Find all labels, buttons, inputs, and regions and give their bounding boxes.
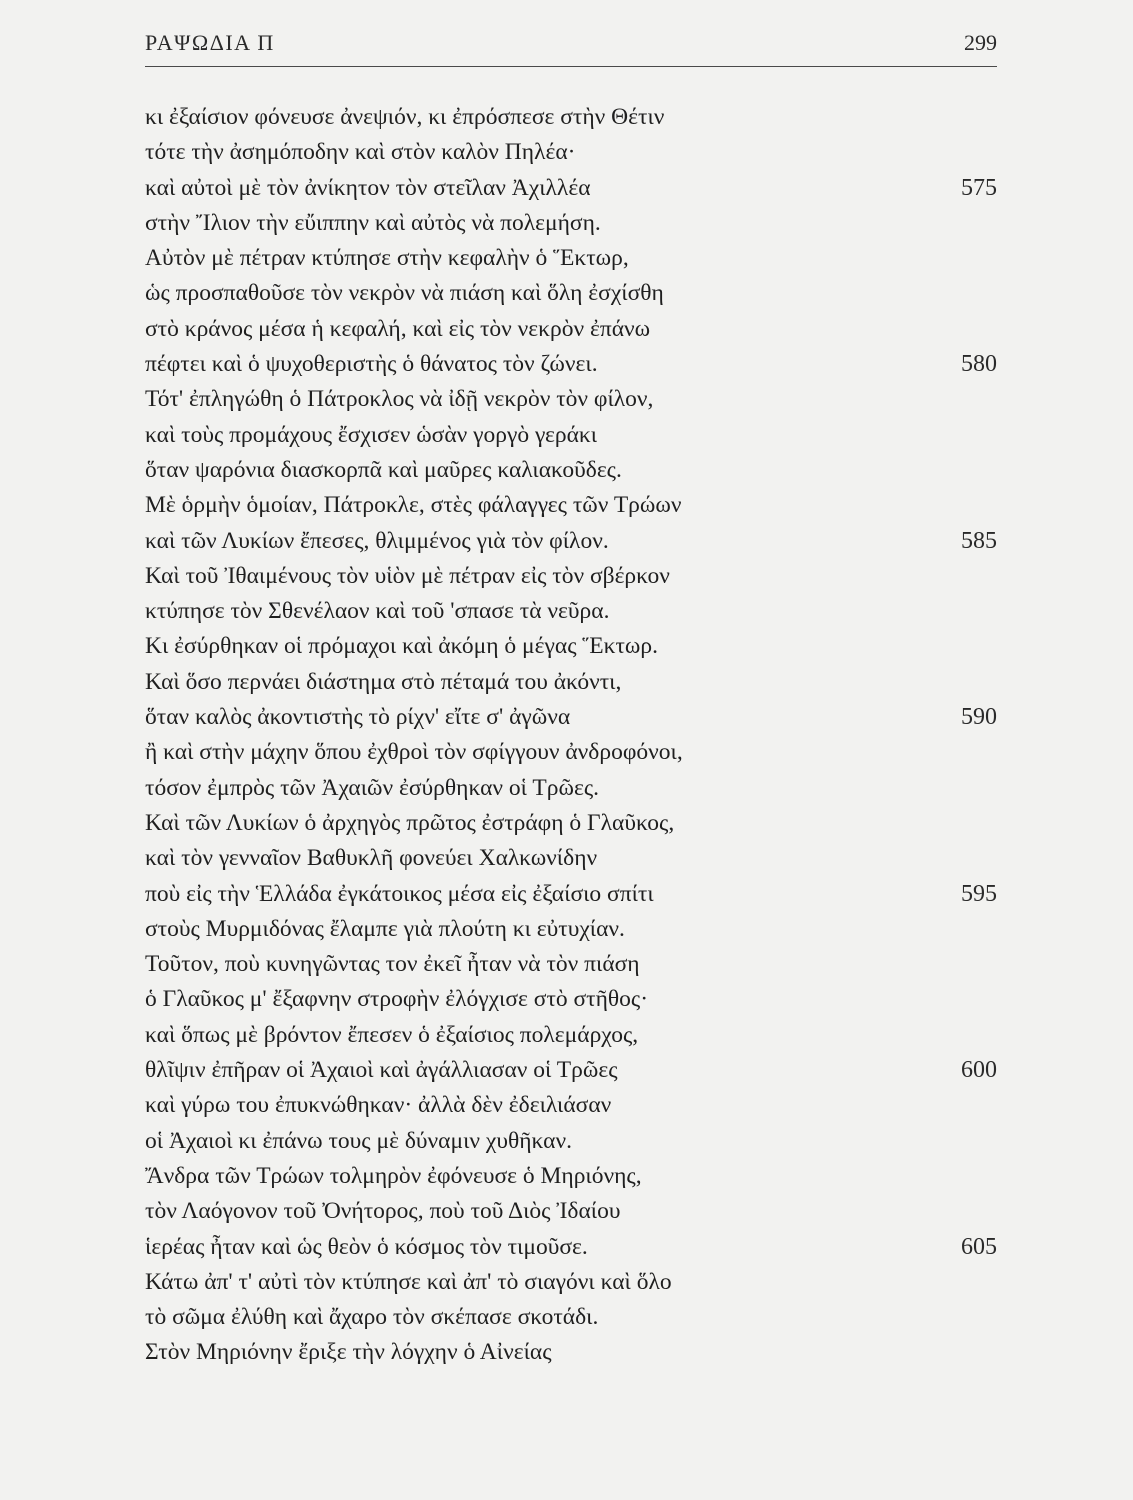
verse-text: καὶ τοὺς προμάχους ἔσχισεν ὡσὰν γοργὸ γεράκι: [145, 421, 598, 448]
running-head: [145, 30, 997, 62]
verse-line: [0, 1300, 1133, 1335]
verse-text: Τότ' ἐπληγώθη ὁ Πάτροκλος νὰ ἰδῇ νεκρὸν τὸν φίλον,: [145, 386, 654, 413]
line-number: 575: [961, 174, 997, 201]
verse-line: [0, 947, 1133, 982]
verse-line: [0, 1088, 1133, 1123]
verse-text: Στὸν Μηριόνην ἔριξε τὴν λόγχην ὁ Αἰνείας: [145, 1339, 552, 1366]
line-number: 590: [961, 704, 997, 731]
verse-line: [0, 135, 1133, 170]
verse-block: [0, 100, 1133, 1371]
verse-text: τότε τὴν ἀσημόποδην καὶ στὸν καλὸν Πηλέα·: [145, 139, 576, 166]
verse-line: [0, 771, 1133, 806]
verse-text: ὅταν καλὸς ἀκοντιστὴς τὸ ρίχν' εἴτε σ' ἀγῶνα: [145, 704, 571, 731]
verse-line: [0, 276, 1133, 311]
verse-line: [0, 100, 1133, 135]
verse-text: τὸ σῶμα ἐλύθη καὶ ἄχαρο τὸν σκέπασε σκοτάδι.: [145, 1304, 599, 1331]
verse-line: [0, 877, 1133, 912]
verse-line: [0, 1124, 1133, 1159]
verse-text: καὶ αὐτοὶ μὲ τὸν ἀνίκητον τὸν στεῖλαν Ἀχιλλέα: [145, 174, 591, 201]
verse-line: [0, 241, 1133, 276]
line-number: 585: [961, 527, 997, 554]
verse-text: Κι ἐσύρθηκαν οἱ πρόμαχοι καὶ ἀκόμη ὁ μέγας Ἕκτωρ.: [145, 633, 658, 660]
verse-text: Ἄνδρα τῶν Τρώων τολμηρὸν ἐφόνευσε ὁ Μηριόνης,: [145, 1162, 642, 1189]
verse-text: ὅταν ψαρόνια διασκορπᾶ καὶ μαῦρες καλιακοῦδες.: [145, 456, 622, 483]
verse-line: [0, 171, 1133, 206]
verse-line: [0, 1335, 1133, 1370]
verse-line: [0, 594, 1133, 629]
verse-text: οἱ Ἀχαιοὶ κι ἐπάνω τους μὲ δύναμιν χυθῆκαν.: [145, 1127, 572, 1154]
verse-line: [0, 488, 1133, 523]
verse-text: καὶ τὸν γενναῖον Βαθυκλῆ φονεύει Χαλκωνίδην: [145, 845, 598, 872]
verse-text: καὶ ὅπως μὲ βρόντον ἔπεσεν ὁ ἐξαίσιος πολεμάρχος,: [145, 1021, 639, 1048]
verse-text: κτύπησε τὸν Σθενέλαον καὶ τοῦ 'σπασε τὰ νεῦρα.: [145, 598, 610, 625]
verse-line: [0, 524, 1133, 559]
verse-text: Τοῦτον, ποὺ κυνηγῶντας τον ἐκεῖ ἦταν νὰ τὸν πιάση: [145, 951, 640, 978]
verse-line: [0, 1194, 1133, 1229]
verse-text: Αὐτὸν μὲ πέτραν κτύπησε στὴν κεφαλὴν ὁ Ἕκτωρ,: [145, 245, 629, 272]
verse-line: [0, 735, 1133, 770]
verse-text: θλῖψιν ἐπῆραν οἱ Ἀχαιοὶ καὶ ἀγάλλιασαν οἱ Τρῶες: [145, 1057, 618, 1084]
verse-text: ἢ καὶ στὴν μάχην ὅπου ἐχθροὶ τὸν σφίγγουν ἀνδροφόνοι,: [145, 739, 683, 766]
verse-line: [0, 629, 1133, 664]
verse-line: [0, 347, 1133, 382]
verse-text: στοὺς Μυρμιδόνας ἔλαμπε γιὰ πλούτη κι εὐτυχίαν.: [145, 915, 625, 942]
line-number: 580: [961, 351, 997, 378]
line-number: 595: [961, 880, 997, 907]
line-number: 605: [961, 1233, 997, 1260]
verse-text: στὸ κράνος μέσα ἡ κεφαλή, καὶ εἰς τὸν νεκρὸν ἐπάνω: [145, 315, 651, 342]
verse-text: ἱερέας ἦταν καὶ ὡς θεὸν ὁ κόσμος τὸν τιμοῦσε.: [145, 1233, 588, 1260]
verse-text: καὶ γύρω του ἐπυκνώθηκαν· ἀλλὰ δὲν ἐδειλιάσαν: [145, 1092, 612, 1119]
verse-text: ποὺ εἰς τὴν Ἑλλάδα ἐγκάτοικος μέσα εἰς ἐξαίσιο σπίτι: [145, 880, 654, 907]
verse-line: [0, 700, 1133, 735]
verse-line: [0, 559, 1133, 594]
verse-line: [0, 1265, 1133, 1300]
header-rule: [145, 66, 997, 67]
verse-text: τόσον ἐμπρὸς τῶν Ἀχαιῶν ἐσύρθηκαν οἱ Τρῶες.: [145, 774, 600, 801]
verse-text: στὴν Ἴλιον τὴν εὔιππην καὶ αὐτὸς νὰ πολεμήση.: [145, 209, 601, 236]
verse-line: [0, 982, 1133, 1017]
verse-text: Μὲ ὁρμὴν ὁμοίαν, Πάτροκλε, στὲς φάλαγγες τῶν Τρώων: [145, 492, 682, 519]
chapter-title: ΡΑΨΩΔΙΑ Π: [145, 30, 275, 55]
verse-line: [0, 206, 1133, 241]
verse-text: κι ἐξαίσιον φόνευσε ἀνεψιόν, κι ἐπρόσπεσε στὴν Θέτιν: [145, 104, 665, 130]
verse-line: [0, 418, 1133, 453]
verse-text: τὸν Λαόγονον τοῦ Ὀνήτορος, ποὺ τοῦ Διὸς Ἰδαίου: [145, 1198, 621, 1225]
verse-line: [0, 312, 1133, 347]
verse-text: Καὶ τῶν Λυκίων ὁ ἀρχηγὸς πρῶτος ἐστράφη ὁ Γλαῦκος,: [145, 809, 675, 836]
verse-text: πέφτει καὶ ὁ ψυχοθεριστὴς ὁ θάνατος τὸν ζώνει.: [145, 351, 598, 378]
page-number: 299: [964, 30, 997, 55]
verse-line: [0, 1230, 1133, 1265]
verse-line: [0, 382, 1133, 417]
verse-line: [0, 1053, 1133, 1088]
verse-text: Καὶ ὅσο περνάει διάστημα στὸ πέταμά του ἀκόντι,: [145, 668, 622, 695]
verse-line: [0, 806, 1133, 841]
verse-text: καὶ τῶν Λυκίων ἔπεσες, θλιμμένος γιὰ τὸν φίλον.: [145, 527, 609, 554]
verse-text: Καὶ τοῦ Ἰθαιμένους τὸν υἱὸν μὲ πέτραν εἰς τὸν σβέρκον: [145, 562, 670, 589]
verse-line: [0, 665, 1133, 700]
line-number: 600: [961, 1057, 997, 1084]
verse-line: [0, 1159, 1133, 1194]
verse-line: [0, 912, 1133, 947]
verse-line: [0, 453, 1133, 488]
verse-line: [0, 841, 1133, 876]
verse-text: Κάτω ἀπ' τ' αὐτὶ τὸν κτύπησε καὶ ἀπ' τὸ σιαγόνι καὶ ὅλο: [145, 1268, 672, 1295]
verse-line: [0, 1018, 1133, 1053]
verse-text: ὁ Γλαῦκος μ' ἔξαφνην στροφὴν ἐλόγχισε στὸ στῆθος·: [145, 986, 649, 1013]
verse-text: ὡς προσπαθοῦσε τὸν νεκρὸν νὰ πιάση καὶ ὅλη ἐσχίσθη: [145, 280, 664, 307]
